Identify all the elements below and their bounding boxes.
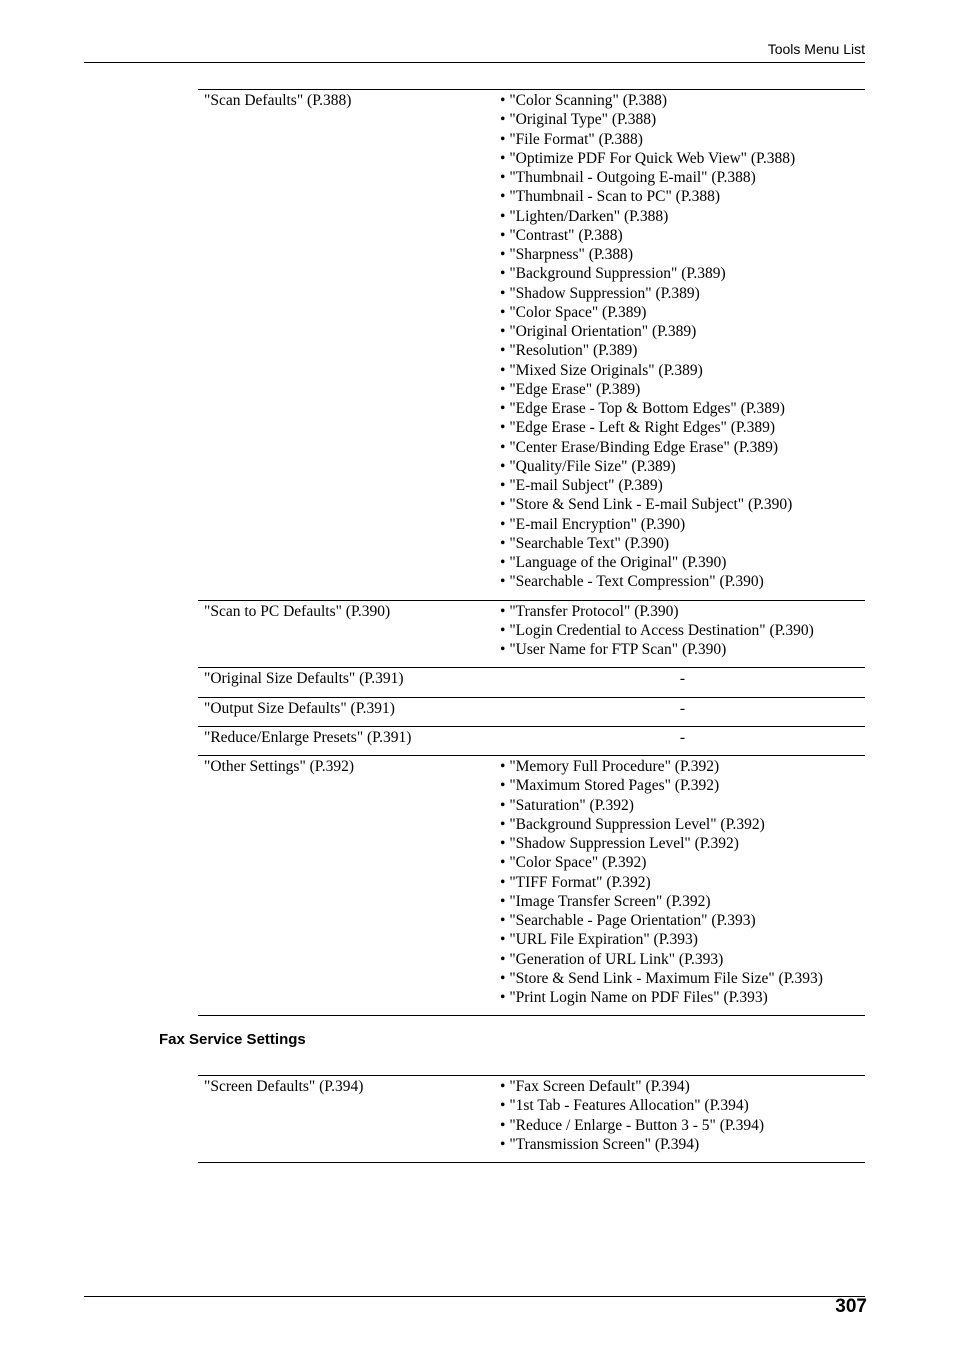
list-item: • "Center Erase/Binding Edge Erase" (P.389) bbox=[500, 438, 865, 457]
list-item: • "File Format" (P.388) bbox=[500, 130, 865, 149]
list-item: • "Background Suppression Level" (P.392) bbox=[500, 815, 865, 834]
list-item: • "Language of the Original" (P.390) bbox=[500, 553, 865, 572]
setting-items bbox=[500, 600, 865, 668]
table-row bbox=[198, 90, 865, 601]
item-list bbox=[500, 757, 865, 1007]
list-item: • "Background Suppression" (P.389) bbox=[500, 264, 865, 283]
list-item: • "Shadow Suppression" (P.389) bbox=[500, 284, 865, 303]
list-item: • "Saturation" (P.392) bbox=[500, 796, 865, 815]
list-item: • "Optimize PDF For Quick Web View" (P.388) bbox=[500, 149, 865, 168]
list-item: • "Searchable Text" (P.390) bbox=[500, 534, 865, 553]
list-item: • "Shadow Suppression Level" (P.392) bbox=[500, 834, 865, 853]
list-item: • "Edge Erase - Left & Right Edges" (P.389) bbox=[500, 418, 865, 437]
list-item: • "Maximum Stored Pages" (P.392) bbox=[500, 776, 865, 795]
list-item: • "Color Space" (P.389) bbox=[500, 303, 865, 322]
table-row bbox=[198, 756, 865, 1016]
fax-settings-table bbox=[198, 1075, 865, 1163]
setting-items bbox=[500, 756, 865, 1016]
list-item: • "Reduce / Enlarge - Button 3 - 5" (P.394) bbox=[500, 1116, 865, 1135]
list-item: • "Transfer Protocol" (P.390) bbox=[500, 602, 865, 621]
setting-name: "Scan to PC Defaults" (P.390) bbox=[204, 602, 391, 620]
setting-name: "Screen Defaults" (P.394) bbox=[204, 1078, 364, 1095]
list-item: • "Original Orientation" (P.389) bbox=[500, 322, 865, 341]
footer-rule bbox=[84, 1296, 865, 1297]
list-item: • "Contrast" (P.388) bbox=[500, 226, 865, 245]
list-item: • "Generation of URL Link" (P.393) bbox=[500, 950, 865, 969]
list-item: • "Searchable - Text Compression" (P.390) bbox=[500, 572, 865, 591]
setting-name: "Output Size Defaults" (P.391) bbox=[204, 699, 395, 717]
list-item: • "Color Space" (P.392) bbox=[500, 853, 865, 872]
list-item: • "Fax Screen Default" (P.394) bbox=[500, 1077, 865, 1096]
page-number: 307 bbox=[835, 1296, 867, 1317]
setting-items bbox=[500, 90, 865, 601]
list-item: • "Store & Send Link - Maximum File Size" (P.393) bbox=[500, 969, 865, 988]
list-item: • "Quality/File Size" (P.389) bbox=[500, 457, 865, 476]
table-row bbox=[198, 1076, 865, 1163]
setting-value: - bbox=[679, 699, 686, 717]
list-item: • "Lighten/Darken" (P.388) bbox=[500, 207, 865, 226]
setting-name: "Reduce/Enlarge Presets" (P.391) bbox=[204, 728, 412, 746]
setting-items bbox=[500, 1076, 865, 1163]
list-item: • "Resolution" (P.389) bbox=[500, 341, 865, 360]
section-heading: Fax Service Settings bbox=[159, 1031, 306, 1048]
list-item: • "Edge Erase - Top & Bottom Edges" (P.389) bbox=[500, 399, 865, 418]
list-item: • "Transmission Screen" (P.394) bbox=[500, 1135, 865, 1154]
list-item: • "1st Tab - Features Allocation" (P.394) bbox=[500, 1096, 865, 1115]
table-row bbox=[198, 726, 865, 755]
setting-value: - bbox=[679, 670, 686, 688]
list-item: • "Sharpness" (P.388) bbox=[500, 245, 865, 264]
setting-name: "Scan Defaults" (P.388) bbox=[204, 92, 352, 109]
list-item: • "URL File Expiration" (P.393) bbox=[500, 930, 865, 949]
list-item: • "User Name for FTP Scan" (P.390) bbox=[500, 640, 865, 659]
list-item: • "Thumbnail - Outgoing E-mail" (P.388) bbox=[500, 168, 865, 187]
list-item: • "Thumbnail - Scan to PC" (P.388) bbox=[500, 187, 865, 206]
list-item: • "Edge Erase" (P.389) bbox=[500, 380, 865, 399]
item-list bbox=[500, 91, 865, 592]
list-item: • "E-mail Subject" (P.389) bbox=[500, 476, 865, 495]
list-item: • "Mixed Size Originals" (P.389) bbox=[500, 361, 865, 380]
list-item: • "TIFF Format" (P.392) bbox=[500, 873, 865, 892]
table-row bbox=[198, 600, 865, 668]
header-rule bbox=[84, 62, 865, 63]
list-item: • "Login Credential to Access Destination" (P.390) bbox=[500, 621, 865, 640]
list-item: • "Print Login Name on PDF Files" (P.393) bbox=[500, 988, 865, 1007]
setting-name: "Other Settings" (P.392) bbox=[204, 758, 354, 775]
running-header: Tools Menu List bbox=[767, 41, 865, 57]
list-item: • "Memory Full Procedure" (P.392) bbox=[500, 757, 865, 776]
list-item: • "Original Type" (P.388) bbox=[500, 110, 865, 129]
list-item: • "Store & Send Link - E-mail Subject" (P.390) bbox=[500, 495, 865, 514]
setting-name: "Original Size Defaults" (P.391) bbox=[204, 670, 404, 688]
setting-value: - bbox=[679, 728, 686, 746]
table-row bbox=[198, 668, 865, 697]
scan-settings-table bbox=[198, 89, 865, 1016]
list-item: • "E-mail Encryption" (P.390) bbox=[500, 515, 865, 534]
item-list bbox=[500, 1077, 865, 1154]
item-list bbox=[500, 602, 865, 660]
list-item: • "Image Transfer Screen" (P.392) bbox=[500, 892, 865, 911]
table-row bbox=[198, 697, 865, 726]
list-item: • "Searchable - Page Orientation" (P.393) bbox=[500, 911, 865, 930]
list-item: • "Color Scanning" (P.388) bbox=[500, 91, 865, 110]
